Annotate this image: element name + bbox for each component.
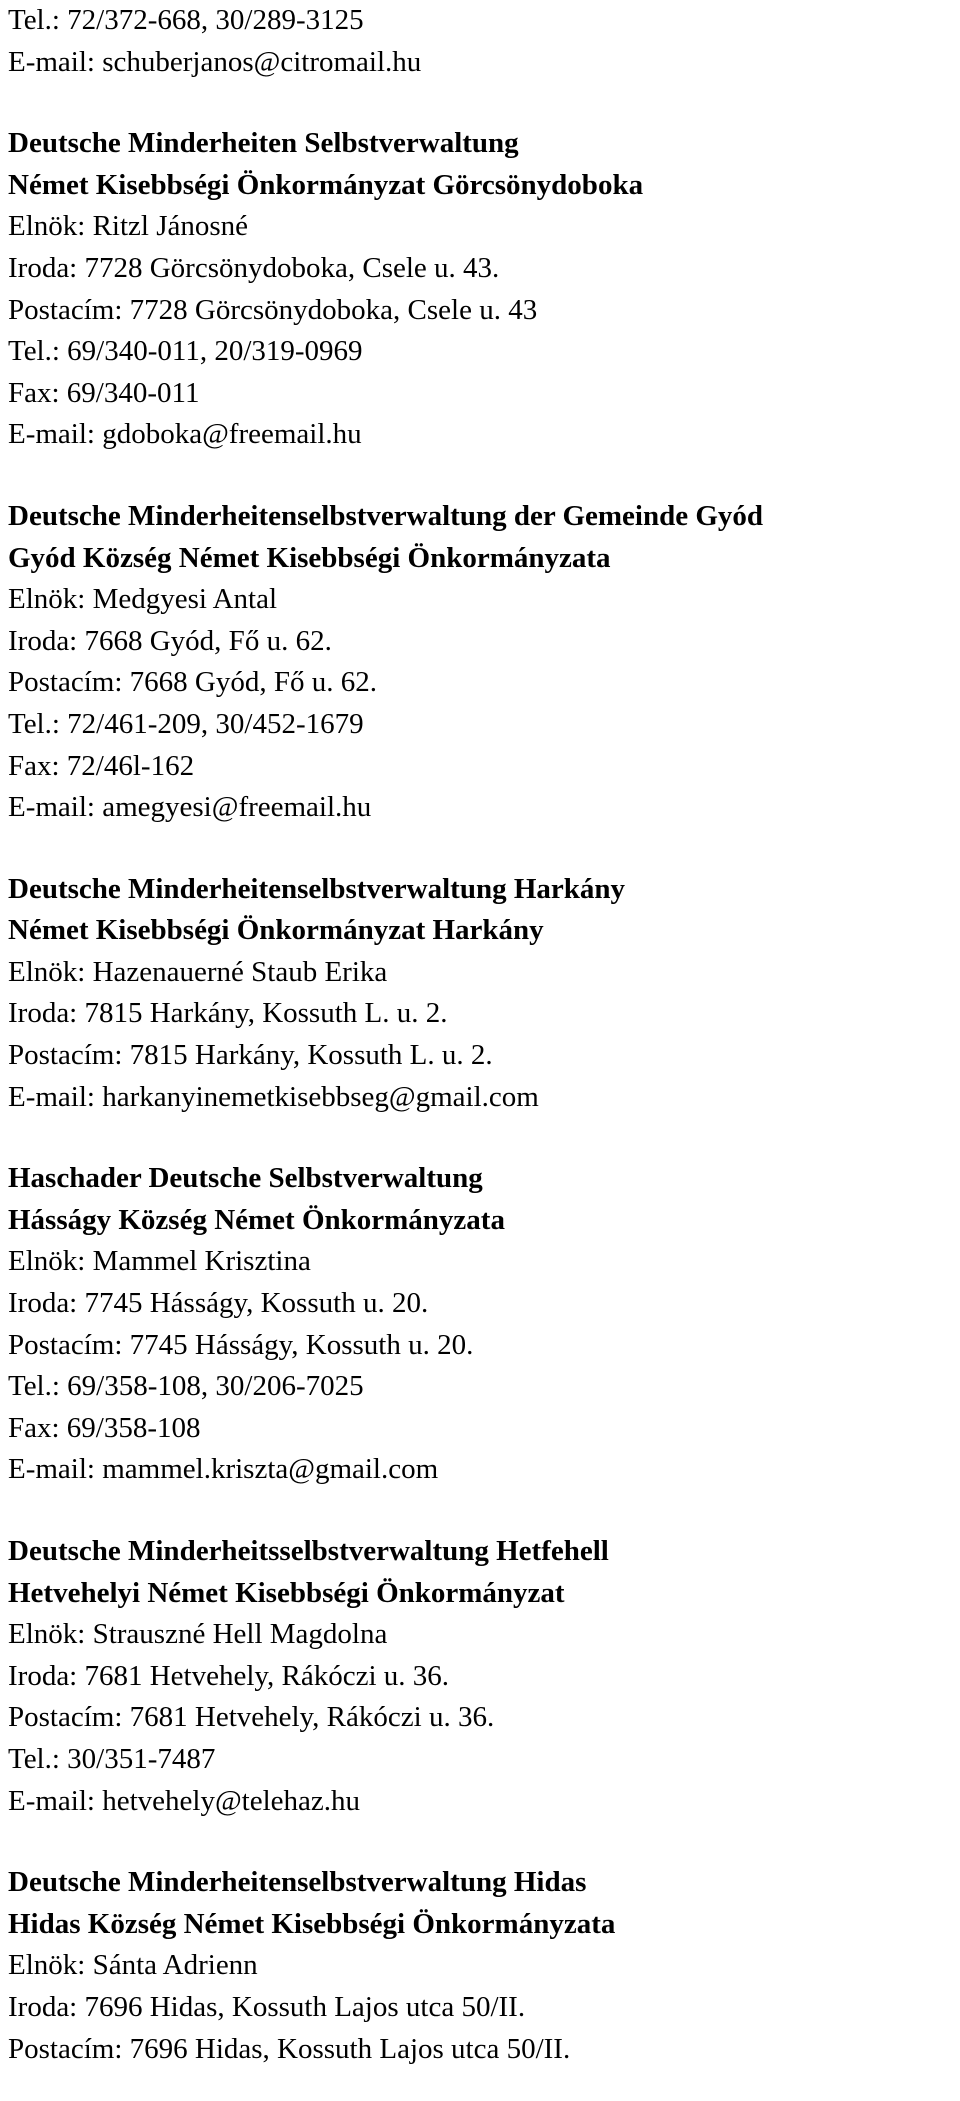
office-line: Iroda: 7681 Hetvehely, Rákóczi u. 36. xyxy=(8,1659,450,1692)
section-gap xyxy=(8,456,952,496)
fax-line: Fax: 69/358-108 xyxy=(8,1411,201,1444)
postal-address-line: Postacím: 7668 Gyód, Fő u. 62. xyxy=(8,666,377,699)
office-line: Iroda: 7696 Hidas, Kossuth Lajos utca 50/II. xyxy=(8,1990,526,2023)
president-line: Elnök: Ritzl Jánosné xyxy=(8,210,249,243)
president-line: Elnök: Mammel Krisztina xyxy=(8,1245,311,1278)
entry-title-hungarian: Német Kisebbségi Önkormányzat Görcsönydoboka xyxy=(8,168,644,201)
entry-gyod xyxy=(8,496,952,829)
fax-line: Fax: 72/46l-162 xyxy=(8,749,195,782)
entry-title-german: Deutsche Minderheitsselbstverwaltung Hetfehell xyxy=(8,1535,609,1567)
entry-title-german: Deutsche Minderheitenselbstverwaltung der Gemeinde Gyód xyxy=(8,499,764,532)
document-page xyxy=(8,0,952,2070)
section-gap xyxy=(8,83,952,123)
entry-hetvehely xyxy=(8,1531,952,1822)
postal-address-line: Postacím: 7815 Harkány, Kossuth L. u. 2. xyxy=(8,1039,493,1072)
office-line: Iroda: 7668 Gyód, Fő u. 62. xyxy=(8,624,332,657)
email-line: E-mail: amegyesi@freemail.hu xyxy=(8,791,372,824)
email-line: E-mail: gdoboka@freemail.hu xyxy=(8,418,362,451)
intro-block xyxy=(8,0,952,83)
section-gap xyxy=(8,829,952,869)
entry-hidas xyxy=(8,1862,952,2070)
email-line: E-mail: schuberjanos@citromail.hu xyxy=(8,45,422,78)
section-gap xyxy=(8,1491,952,1531)
postal-address-line: Postacím: 7681 Hetvehely, Rákóczi u. 36. xyxy=(8,1701,495,1734)
entry-harkany xyxy=(8,869,952,1119)
section-gap xyxy=(8,1822,952,1862)
phone-line: Tel.: 72/372-668, 30/289-3125 xyxy=(8,4,364,36)
president-line: Elnök: Sánta Adrienn xyxy=(8,1949,258,1982)
president-line: Elnök: Strauszné Hell Magdolna xyxy=(8,1618,388,1651)
entry-title-hungarian: Hetvehelyi Német Kisebbségi Önkormányzat xyxy=(8,1576,565,1609)
entry-title-german: Deutsche Minderheiten Selbstverwaltung xyxy=(8,127,519,160)
entry-title-german: Haschader Deutsche Selbstverwaltung xyxy=(8,1162,483,1195)
entry-title-hungarian: Hidas Község Német Kisebbségi Önkormányzata xyxy=(8,1907,616,1940)
email-line: E-mail: hetvehely@telehaz.hu xyxy=(8,1784,361,1817)
president-line: Elnök: Hazenauerné Staub Erika xyxy=(8,955,388,988)
entry-gorcsonydoboka xyxy=(8,123,952,456)
phone-line: Tel.: 69/358-108, 30/206-7025 xyxy=(8,1370,364,1403)
entry-title-german: Deutsche Minderheitenselbstverwaltung Harkány xyxy=(8,872,626,905)
entry-title-hungarian: Gyód Község Német Kisebbségi Önkormányzata xyxy=(8,541,611,574)
office-line: Iroda: 7815 Harkány, Kossuth L. u. 2. xyxy=(8,997,448,1030)
office-line: Iroda: 7745 Hásságy, Kossuth u. 20. xyxy=(8,1287,429,1320)
postal-address-line: Postacím: 7728 Görcsönydoboka, Csele u. 43 xyxy=(8,293,538,326)
postal-address-line: Postacím: 7696 Hidas, Kossuth Lajos utca 50/II. xyxy=(8,2032,571,2065)
email-line: E-mail: harkanyinemetkisebbseg@gmail.com xyxy=(8,1080,539,1113)
phone-line: Tel.: 72/461-209, 30/452-1679 xyxy=(8,707,364,740)
postal-address-line: Postacím: 7745 Hásságy, Kossuth u. 20. xyxy=(8,1328,474,1361)
president-line: Elnök: Medgyesi Antal xyxy=(8,583,278,616)
entry-title-german: Deutsche Minderheitenselbstverwaltung Hidas xyxy=(8,1866,587,1899)
phone-line: Tel.: 30/351-7487 xyxy=(8,1742,216,1775)
fax-line: Fax: 69/340-011 xyxy=(8,376,200,409)
phone-line: Tel.: 69/340-011, 20/319-0969 xyxy=(8,335,363,368)
entry-title-hungarian: Német Kisebbségi Önkormányzat Harkány xyxy=(8,914,544,947)
entry-title-hungarian: Hásságy Község Német Önkormányzata xyxy=(8,1203,505,1236)
office-line: Iroda: 7728 Görcsönydoboka, Csele u. 43. xyxy=(8,251,500,284)
entry-hassagy xyxy=(8,1158,952,1491)
section-gap xyxy=(8,1118,952,1158)
email-line: E-mail: mammel.kriszta@gmail.com xyxy=(8,1453,439,1486)
